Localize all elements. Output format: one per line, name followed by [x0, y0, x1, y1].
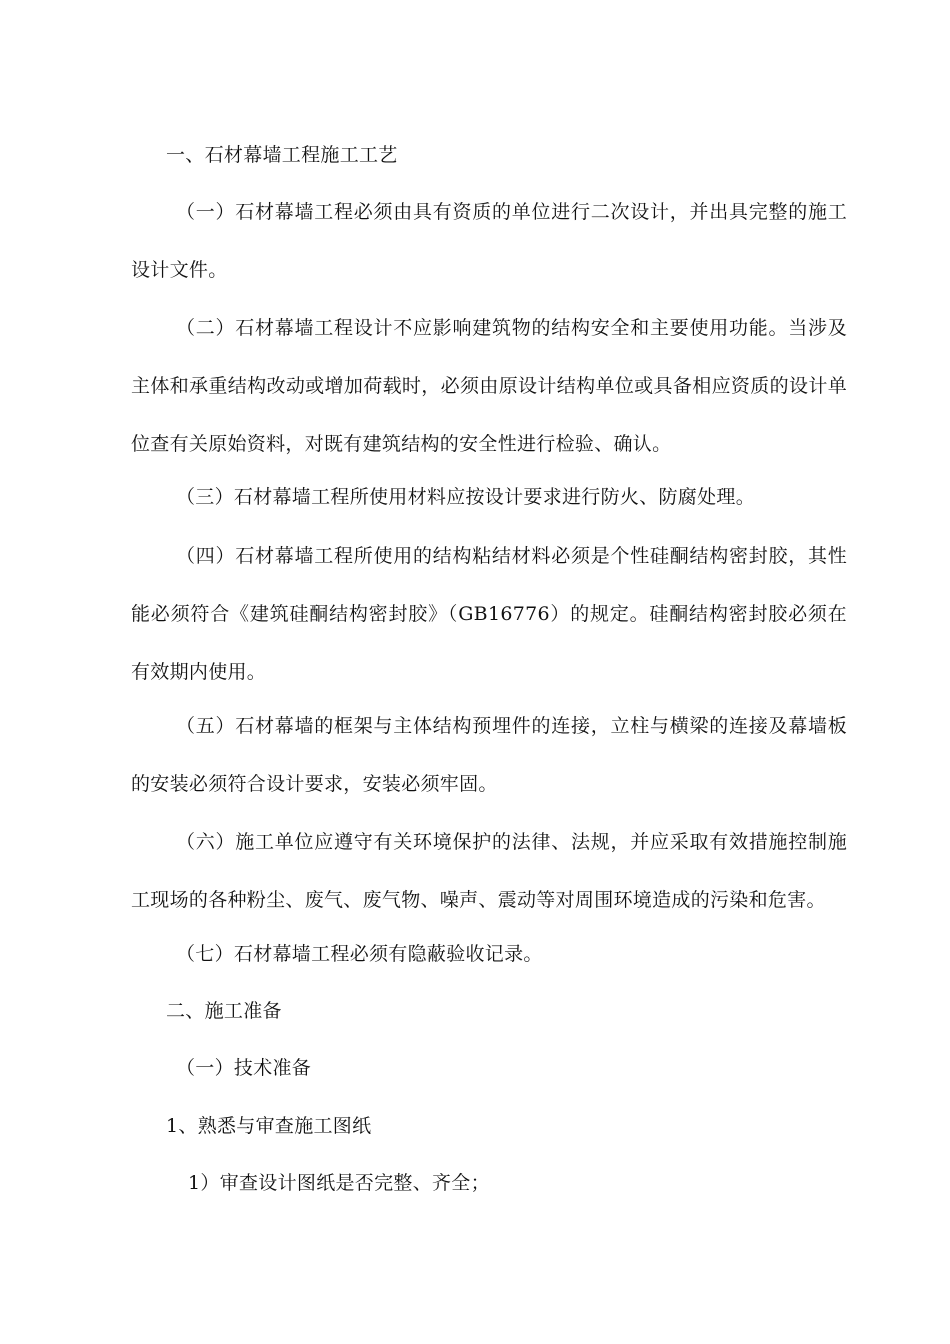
paragraph-6: （六）施工单位应遵守有关环境保护的法律、法规，并应采取有效措施控制施工现场的各种粉尘、废气、废气物、噪声、震动等对周围环境造成的污染和危害。 [131, 831, 847, 911]
paragraph-1: （一）石材幕墙工程必须由具有资质的单位进行二次设计，并出具完整的施工设计文件。 [131, 201, 847, 281]
subsection-heading-1: （一）技术准备 [176, 1057, 312, 1079]
paragraph-3: （三）石材幕墙工程所使用材料应按设计要求进行防火、防腐处理。 [176, 486, 756, 508]
paragraph-7: （七）石材幕墙工程必须有隐蔽验收记录。 [176, 943, 543, 965]
paragraph-4: （四）石材幕墙工程所使用的结构粘结材料必须是个性硅酮结构密封胶，其性能必须符合《建筑硅酮结构密封胶》（GB16776）的规定。硅酮结构密封胶必须在有效期内使用。 [131, 545, 847, 683]
paragraph-5: （五）石材幕墙的框架与主体结构预埋件的连接，立柱与横梁的连接及幕墙板的安装必须符合设计要求，安装必须牢固。 [131, 715, 847, 795]
section-heading-2: 二、施工准备 [166, 1000, 282, 1022]
list-item-1-1: 1）审查设计图纸是否完整、齐全； [188, 1172, 490, 1194]
section-heading-1: 一、石材幕墙工程施工工艺 [166, 144, 398, 166]
paragraph-2: （二）石材幕墙工程设计不应影响建筑物的结构安全和主要使用功能。当涉及主体和承重结构改动或增加荷载时，必须由原设计结构单位或具备相应资质的设计单位查有关原始资料，对既有建筑结构的安全性进行检验、确认。 [131, 317, 847, 455]
list-item-1: 1、熟悉与审查施工图纸 [166, 1115, 372, 1137]
